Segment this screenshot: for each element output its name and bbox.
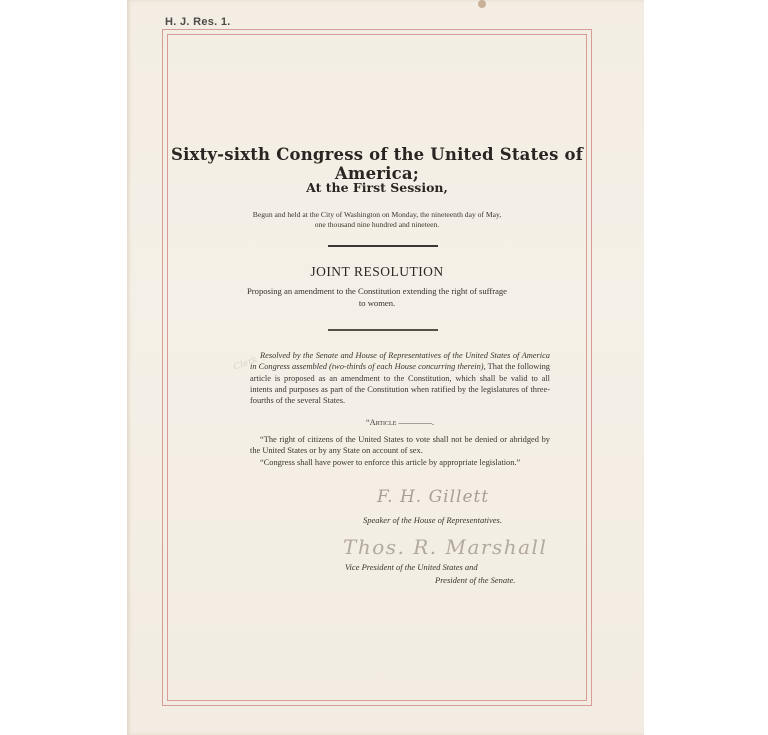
article-text [250, 434, 550, 468]
resolution-subtitle [167, 286, 587, 309]
speaker-title: Speaker of the House of Representatives. [363, 515, 502, 525]
divider-rule-bottom [328, 329, 438, 331]
resolution-reference: H. J. Res. 1. [165, 16, 231, 28]
session-date-line-2: one thousand nine hundred and nineteen. [314, 220, 440, 229]
resolving-clause-body: That the following article is proposed as an amendment to the Constitution, which shall be valid to all intents and purposes as part of the Constitution when ratified by the legislatures of three-fourths of the several States. [250, 362, 550, 406]
resolution-title: JOINT RESOLUTION [310, 264, 444, 279]
session-date-line-1: Begun and held at the City of Washington on Monday, the nineteenth day of May, [252, 210, 502, 219]
speaker-signature: F. H. Gillett [377, 487, 490, 507]
vice-president-title-line-1: Vice President of the United States and [345, 562, 478, 572]
article-heading-text: “Article ————. [365, 418, 435, 427]
session-date [167, 210, 587, 230]
article-section-2: “Congress shall have power to enforce this article by appropriate legislation.” [260, 457, 521, 467]
congress-heading: Sixty-sixth Congress of the United States of America; [170, 145, 584, 183]
resolving-clause [250, 350, 550, 406]
article-heading [250, 418, 550, 427]
faint-clerk-stamp: Clerk [232, 354, 260, 373]
resolving-clause-italic: Resolved by the Senate and House of Representatives of the United States of America in Congress assembled (two-thirds of each House concurring therein), [250, 351, 550, 372]
resolution-subtitle-line-2: to women. [358, 297, 396, 308]
divider-rule-top [328, 245, 438, 247]
vice-president-signature: Thos. R. Marshall [343, 535, 548, 559]
resolution-subtitle-line-1: Proposing an amendment to the Constitution extending the right of suffrage [247, 286, 507, 296]
vice-president-title-line-2: President of the Senate. [435, 575, 516, 585]
ink-smudge [478, 0, 486, 8]
session-heading: At the First Session, [306, 180, 448, 195]
article-section-1: “The right of citizens of the United States to vote shall not be denied or abridged by the United States or by any State on account of sex. [250, 435, 550, 456]
